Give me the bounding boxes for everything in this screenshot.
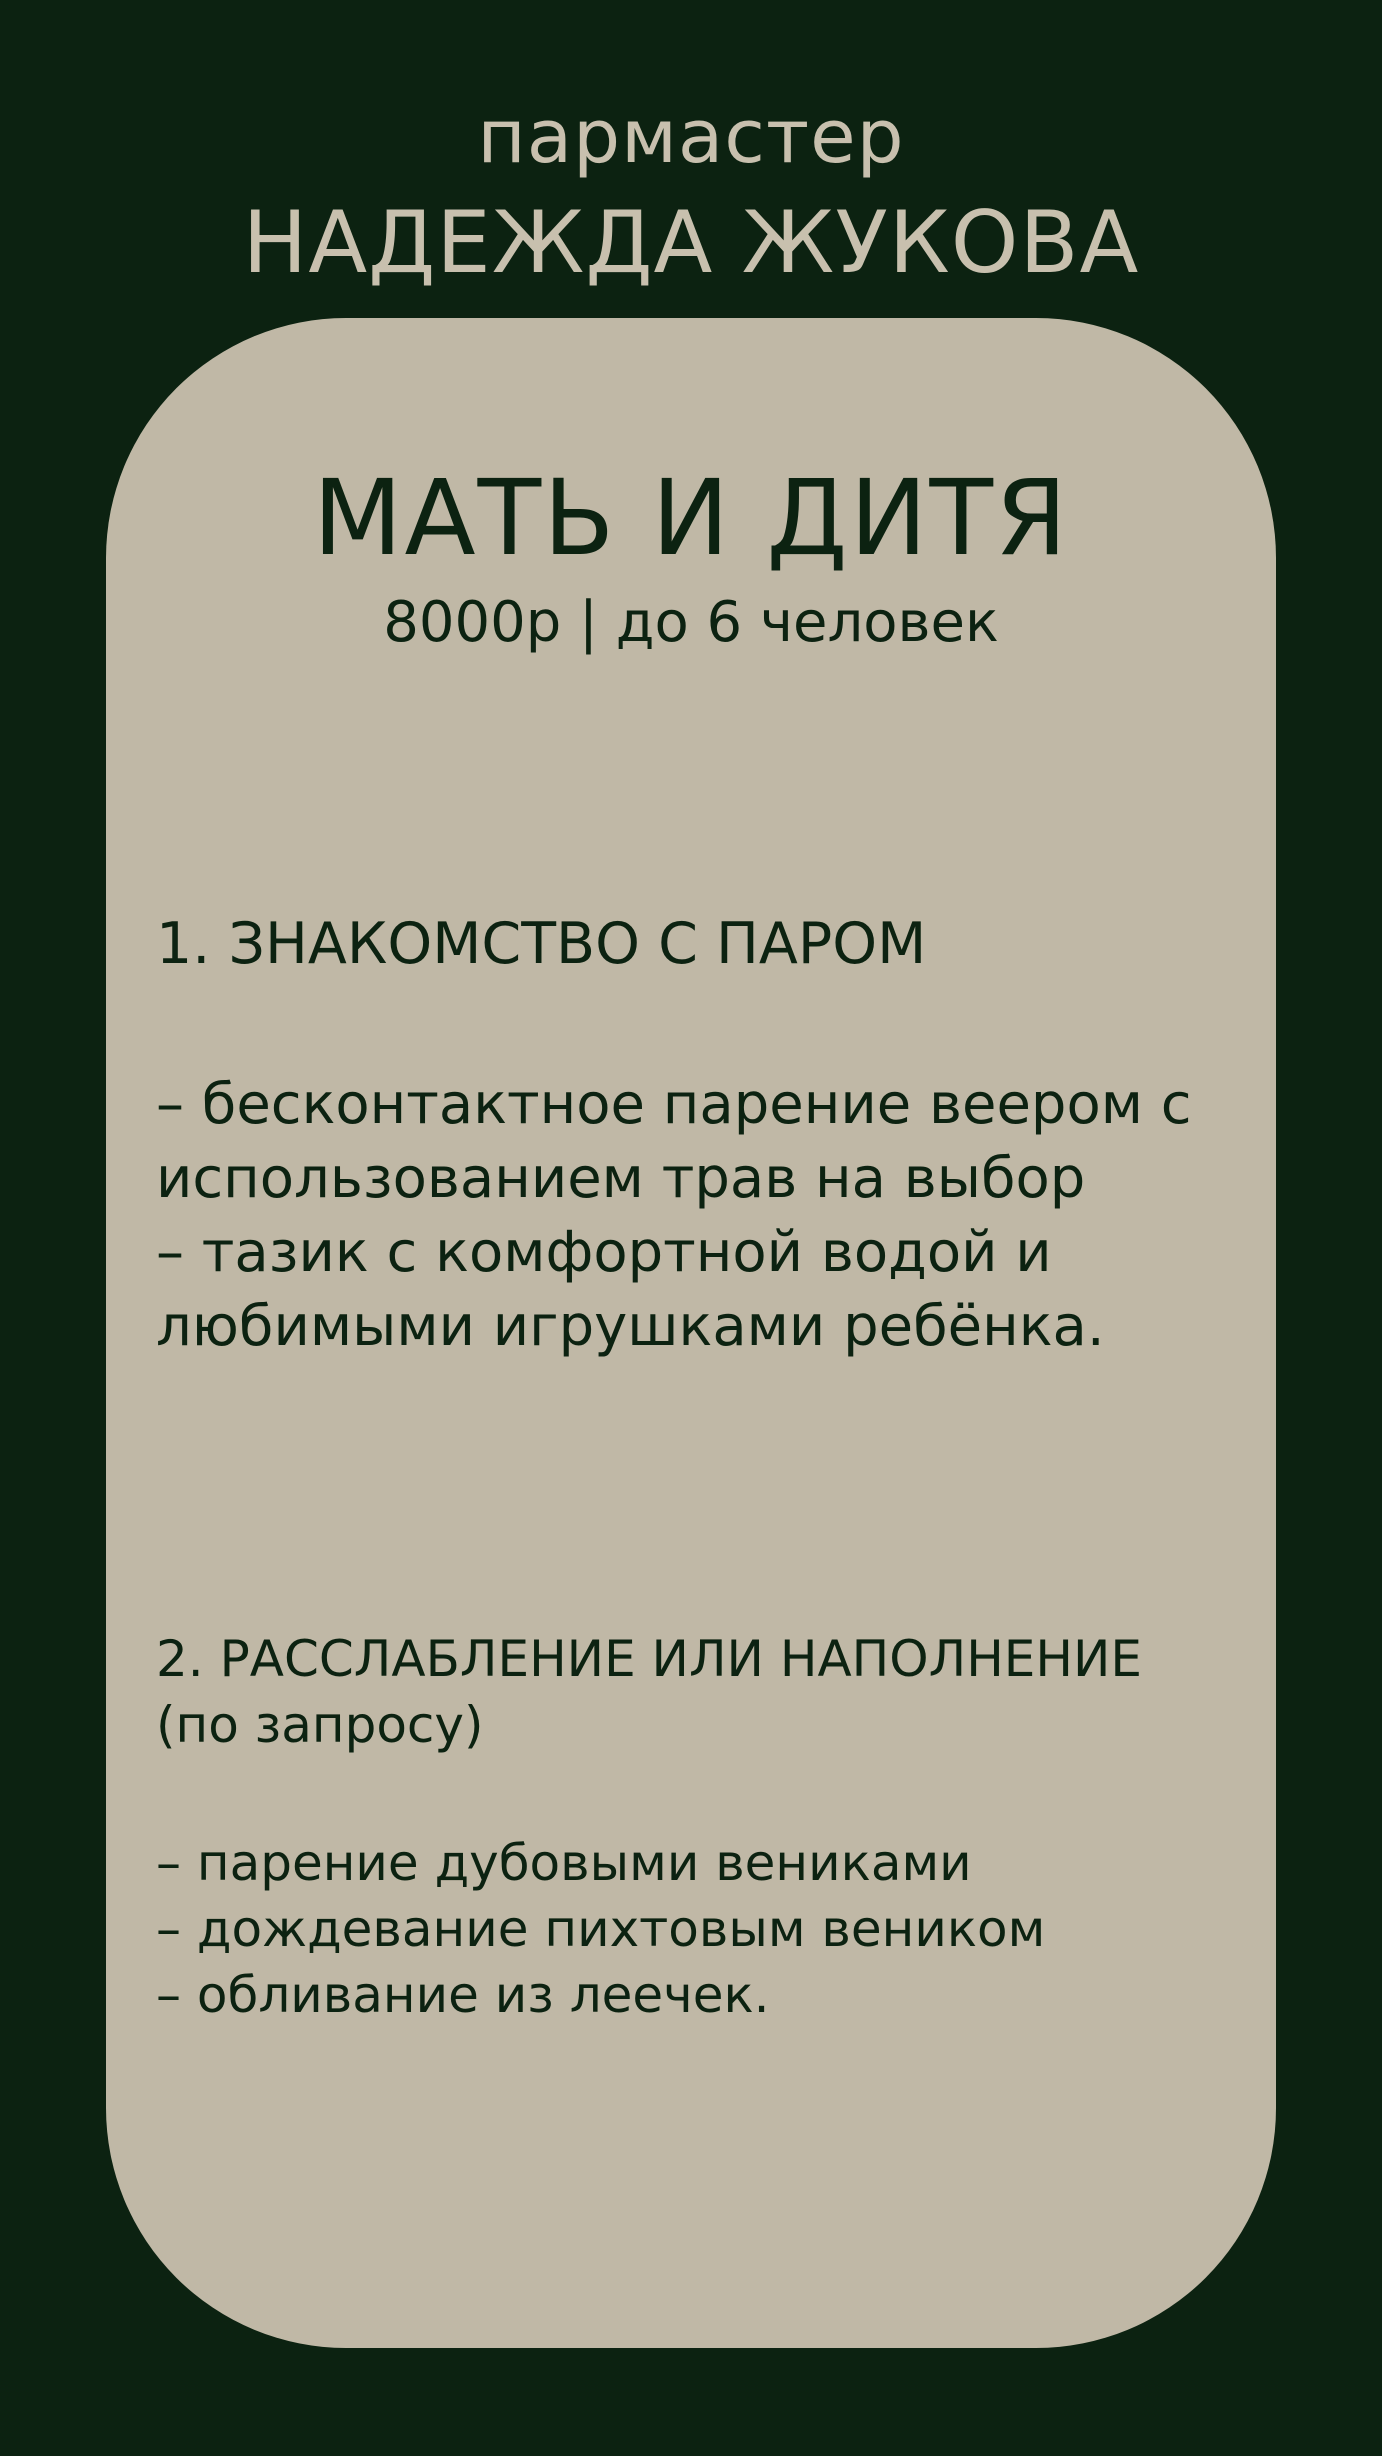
section-list	[156, 1830, 1246, 2028]
service-card	[106, 318, 1276, 2348]
list-item: – парение дубовыми вениками	[156, 1834, 972, 1892]
section-acquaintance	[156, 908, 1246, 1364]
section-heading: 2. РАССЛАБЛЕНИЕ ИЛИ НАПОЛНЕНИЕ	[156, 1630, 1142, 1688]
service-title: МАТЬ И ДИТЯ	[312, 457, 1070, 579]
list-item: – тазик с комфортной водой и	[156, 1220, 1052, 1285]
section-heading-note: (по запросу)	[156, 1696, 484, 1754]
master-name: НАДЕЖДА ЖУКОВА	[242, 193, 1140, 293]
price-line: 8000р | до 6 человек	[383, 590, 999, 655]
header	[0, 92, 1382, 298]
section-list	[156, 1068, 1246, 1364]
list-item: – бесконтактное парение веером с	[156, 1072, 1192, 1137]
list-item: любимыми игрушками ребёнка.	[156, 1294, 1105, 1359]
section-relaxation	[156, 1626, 1246, 2028]
list-item: – обливание из леечек.	[156, 1966, 770, 2024]
section-heading: 1. ЗНАКОМСТВО С ПАРОМ	[156, 911, 927, 977]
header-subtitle: пармастер	[477, 94, 905, 180]
list-item: использованием трав на выбор	[156, 1146, 1086, 1211]
list-item: – дождевание пихтовым веником	[156, 1900, 1046, 1958]
